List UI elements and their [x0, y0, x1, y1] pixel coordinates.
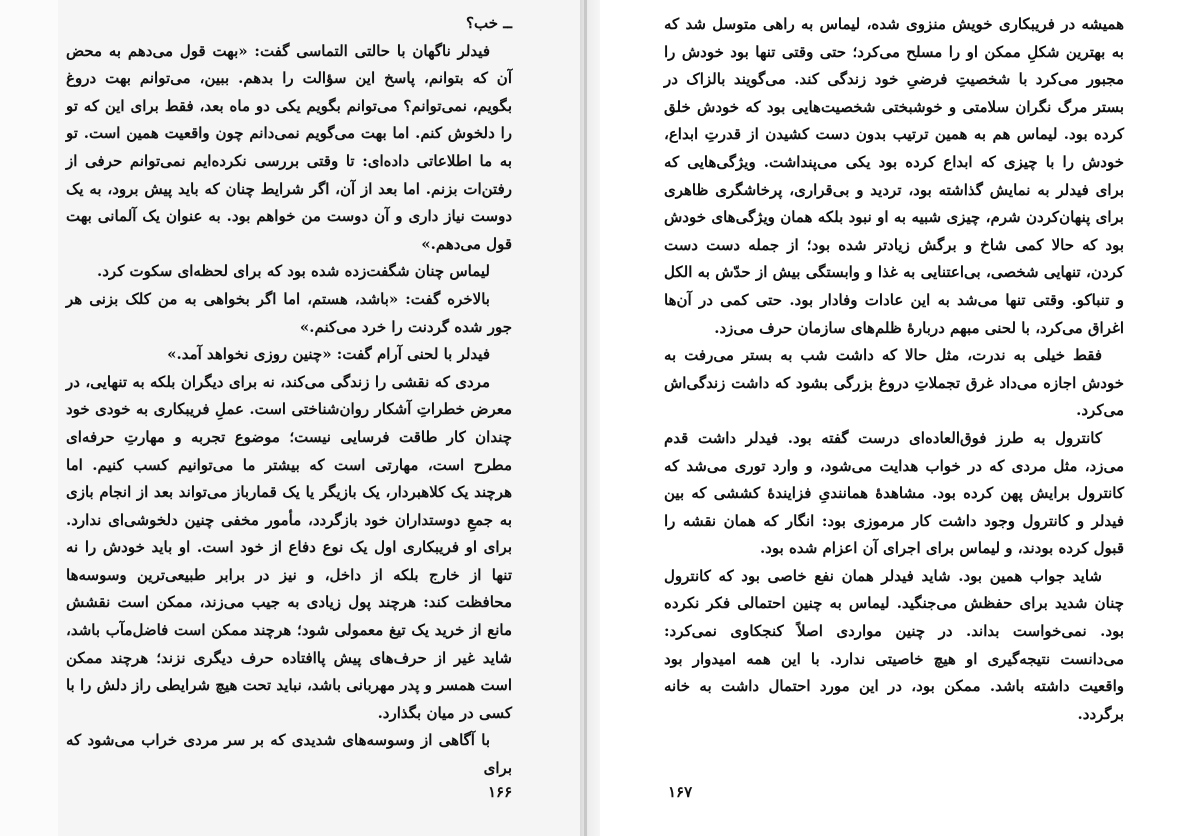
paragraph: ــ خب؟: [466, 14, 512, 32]
paragraph: کانترول به طرز فوق‌العاده‌ای درست گفته بود. فیدلر داشت قدم می‌زد، مثل مردی که در خواب هدایت می‌شود، و وارد توری می‌شد که کانترول برایش پهن کرده بود. مشاهدهٔ همانندیِ فزایندهٔ کششی که بین فیدلر و کانترول وجود داشت کار مرموزی بود: انگار که همان نقشه را قبول کرده بودند، و لیماس برای اجرای آن اعزام شده بود.: [664, 428, 1124, 558]
left-page: [58, 0, 580, 836]
paragraph: فیدلر ناگهان با حالتی التماسی گفت: «بهت قول می‌دهم به محض آن که بتوانم، پاسخ این سؤالت را بدهم. ببین، می‌توانم بهت دروغ بگویم، نمی‌توانم؟ می‌توانم بگویم یکی دو ماه بعد، فقط برای این که تو را دلخوش کنم. اما بهت می‌گویم نمی‌دانم چون واقعیت همین است. تو به ما اطلاعاتی داده‌ای: تا وقتی بررسی نکرده‌ایم نمی‌توانم حرفی از رفتن‌ات بزنم. اما بعد از آن، اگر شرایط چنان که باید پیش برود، به یک دوست نیاز داری و آن دوست من خواهم بود. به عنوان یک آلمانی بهت قول می‌دهم.»: [66, 41, 512, 253]
left-page-text: [66, 10, 512, 783]
right-page: [600, 0, 1179, 836]
page-fold-divider: [584, 0, 587, 836]
page-number: ۱۶۷: [668, 783, 693, 801]
paragraph: لیماس چنان شگفت‌زده شده بود که برای لحظه‌ای سکوت کرد.: [97, 262, 490, 281]
paragraph: فقط خیلی به ندرت، مثل حالا که داشت شب به بستر می‌رفت به خودش اجازه می‌داد غرق تجملاتِ دروغ بزرگی بشود که داشت زندگی‌اش می‌کرد.: [664, 346, 1124, 420]
paragraph: همیشه در فریبکاری خویش منزوی شده، لیماس به راهی متوسل شد که به بهترین شکلِ ممکن او را مسلح می‌کرد؛ حتی وقتی تنها بود خودش را مجبور می‌کرد با شخصیتِ فرضیِ خود زندگی کند. می‌گویند بالزاک در بستر مرگ نگران سلامتی و خوشبختی شخصیت‌هایی بود که خودش خلق کرده بود. لیماس هم به همین ترتیب بدون دست کشیدن از قدرتِ ابداع، خودش را با چیزی که ابداع کرده بود یکی می‌پنداشت. ویژگی‌هایی که برای فیدلر به نمایش گذاشته بود، تردید و بی‌قراری، پرخاشگری ظاهری برای پنهان‌کردن شرم، چیزی شبیه به او نبود بلکه همان ویژگی‌های خودش بود که حالا کمی شاخ و برگش زیادتر شده بود؛ از جمله دست دست کردن، تنهایی شخصی، بی‌اعتنایی به غذا و وابستگی بیش از حدّش به الکل و تنباکو. وقتی تنها می‌شد به این عادات وفادار بود. حتی کمی در آن‌ها اغراق می‌کرد، با لحنی مبهم دربارهٔ ظلم‌های سازمان حرف می‌زد.: [664, 15, 1124, 337]
right-page-text: [664, 11, 1124, 728]
paragraph: فیدلر با لحنی آرام گفت: «چنین روزی نخواهد آمد.»: [167, 345, 490, 364]
paragraph: مردی که نقشی را زندگی می‌کند، نه برای دیگران بلکه به تنهایی، در معرض خطراتِ آشکار روان‌شناختی است. عملِ فریبکاری به خودی خود چندان کار طاقت فرسایی نیست؛ موضوع تجربه و مهارتِ حرفه‌ای مطرح است، مهارتی است که بیشتر ما می‌توانیم کسب کنیم. اما هرچند یک کلاهبردار، یک بازیگر یا یک قمارباز می‌تواند بعد از انجام بازی به جمعِ دوستداران خود بازگردد، مأمور مخفی چنین دلخوشی‌ای ندارد. برای او فریبکاری اول یک نوع دفاع از خود است. او باید خودش را نه تنها از خارج بلکه از داخل، و نیز در برابر طبیعی‌ترین وسوسه‌ها محافظت کند: هرچند پول زیادی به جیب می‌زند، ممکن است نقشش مانع از خرید یک تیغ معمولی شود؛ هرچند ممکن است فاضل‌مآب باشد، شاید غیر از حرف‌های پیش پاافتاده حرف دیگری نزند؛ هرچند ممکن است همسر و پدر مهربانی باشد، نباید تحت هیچ شرایطی راز دلش را با کسی در میان بگذارد.: [65, 372, 512, 722]
paragraph: بالاخره گفت: «باشد، هستم، اما اگر بخواهی به من کلک بزنی هر جور شده گردنت را خرد می‌کنم.»: [66, 289, 512, 336]
book-gutter: [580, 0, 600, 836]
paragraph: شاید جواب همین بود. شاید فیدلر همان نفع خاصی بود که کانترول چنان شدید برای حفظش می‌جنگید. لیماس به چنین احتمالی فکر نکرده بود. نمی‌خواست بداند. در چنین مواردی اصلاً کنجکاوی نمی‌کرد: می‌دانست نتیجه‌گیری او هیچ خاصیتی ندارد. با این همه امیدوار بود واقعیت داشته باشد. ممکن بود، در این مورد احتمال داشت به خانه برگردد.: [664, 566, 1124, 723]
paragraph: با آگاهی از وسوسه‌های شدیدی که بر سر مردی خراب می‌شود که برای: [66, 731, 512, 778]
page-number: ۱۶۶: [488, 783, 513, 801]
